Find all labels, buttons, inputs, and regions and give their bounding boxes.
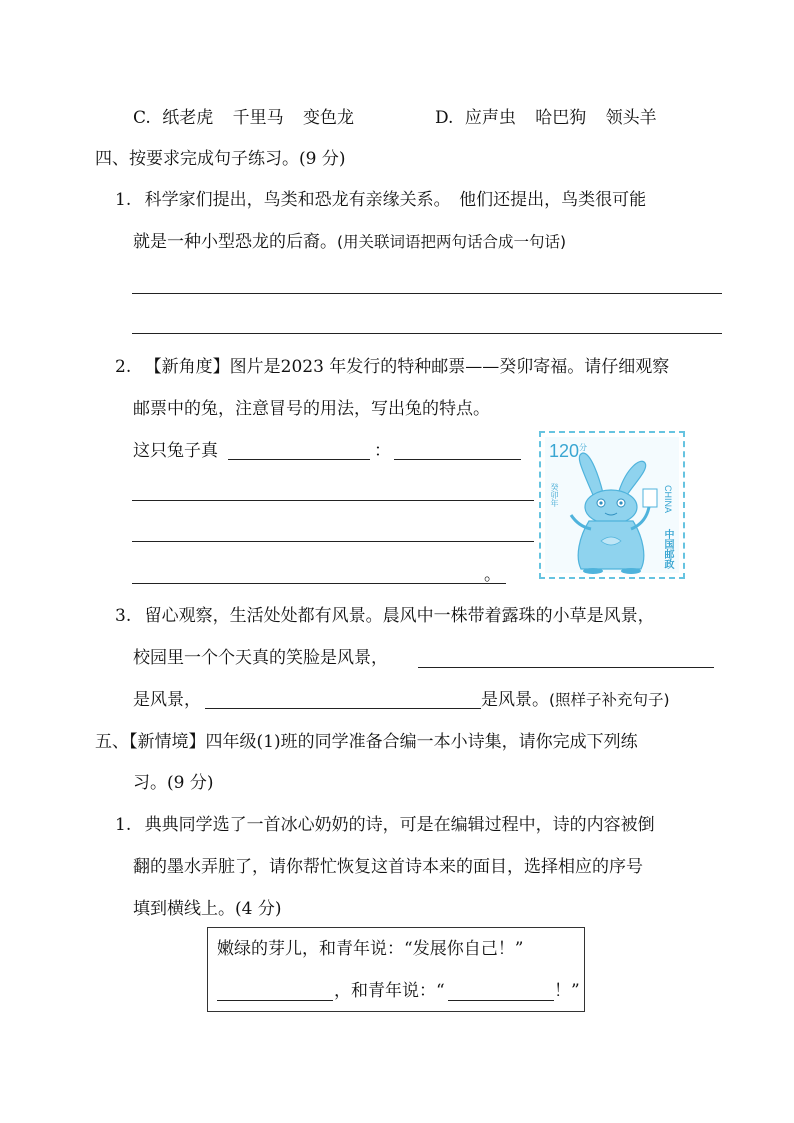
q3-line3-b: 是风景。(照样子补充句子) [481, 690, 670, 710]
section5-heading-line2: 习。(9 分) [133, 773, 214, 793]
s5-q1-number: 1. [115, 815, 132, 835]
poem-box [207, 927, 585, 1012]
q2-colon: ： [374, 441, 391, 461]
q2-answer-line[interactable] [132, 541, 534, 542]
s5-q1-line1: 1. 典典同学选了一首冰心奶奶的诗，可是在编辑过程中，诗的内容被倒 [115, 815, 655, 835]
q2-number: 2. [115, 357, 132, 377]
option-d-label: D. [435, 108, 454, 128]
q3-instruction: (照样子补充句子) [549, 691, 670, 709]
q3-line2: 校园里一个个天真的笑脸是风景， [133, 648, 388, 668]
option-d [435, 107, 657, 129]
option-c-label: C. [133, 108, 151, 128]
option-c-item: 纸老虎 [162, 108, 214, 128]
q2-end-mark: 。 [484, 565, 501, 585]
option-c-item: 千里马 [232, 108, 284, 128]
q1-line2: 就是一种小型恐龙的后裔。(用关联词语把两句话合成一句话) [133, 232, 567, 252]
q2-line1: 2. 【新角度】图片是2023 年发行的特种邮票——癸卯寄福。请仔细观察 [115, 357, 670, 377]
q1-answer-line[interactable] [132, 293, 722, 294]
q2-tag: 【新角度】 [144, 357, 230, 377]
q2-blank[interactable] [394, 459, 521, 460]
q2-answer-line[interactable] [132, 583, 506, 584]
q2-prompt: 这只兔子真 [133, 441, 218, 461]
stamp-face [545, 437, 679, 573]
q1-answer-line[interactable] [132, 333, 722, 334]
stamp-price: $120^分$ [549, 441, 588, 461]
poem-line1: 嫩绿的芽儿，和青年说：“发展你自己！” [217, 939, 524, 959]
q1-instruction: (用关联词语把两句话合成一句话) [337, 233, 567, 251]
rabbit-stamp [539, 431, 685, 579]
option-c [133, 107, 354, 129]
q2-blank[interactable] [228, 459, 370, 460]
q1-text: 科学家们提出，鸟类和恐龙有亲缘关系。 他们还提出，鸟类很可能 [144, 190, 647, 210]
poem-line2-mid: ，和青年说：“ [334, 981, 445, 1001]
section5-heading: 五、【新情境】四年级(1)班的同学准备合编一本小诗集，请你完成下列练 [95, 732, 638, 752]
stamp-country: CHINA [663, 485, 673, 514]
poem-blank[interactable] [448, 1000, 554, 1001]
section4-heading: 四、按要求完成句子练习。(9 分) [95, 149, 346, 169]
q3-blank[interactable] [205, 708, 481, 709]
q2-line2: 邮票中的兔，注意冒号的用法，写出兔的特点。 [133, 399, 490, 419]
option-c-item: 变色龙 [303, 108, 355, 128]
q3-number: 3. [115, 606, 132, 626]
q3-blank[interactable] [418, 667, 714, 668]
section5-tag: 【新情境】 [129, 732, 206, 752]
poem-line2-end: ！” [554, 981, 580, 1001]
q2-answer-line[interactable] [132, 500, 534, 501]
q1-number: 1. [115, 190, 132, 210]
option-d-item: 应声虫 [464, 108, 516, 128]
q3-line1: 3. 留心观察，生活处处都有风景。晨风中一株带着露珠的小草是风景， [115, 606, 655, 626]
s5-q1-line2: 翻的墨水弄脏了，请你帮忙恢复这首诗本来的面目，选择相应的序号 [133, 857, 643, 877]
poem-blank[interactable] [217, 1000, 333, 1001]
option-d-item: 哈巴狗 [535, 108, 587, 128]
q1-line1 [115, 189, 646, 211]
stamp-side-text: 癸卯年 [550, 483, 559, 507]
stamp-post: 中国邮政 [662, 529, 673, 569]
s5-q1-line3: 填到横线上。(4 分) [133, 899, 282, 919]
rabbit-illustration [545, 437, 683, 577]
option-d-item: 领头羊 [605, 108, 657, 128]
q3-line3-a: 是风景， [133, 690, 201, 710]
